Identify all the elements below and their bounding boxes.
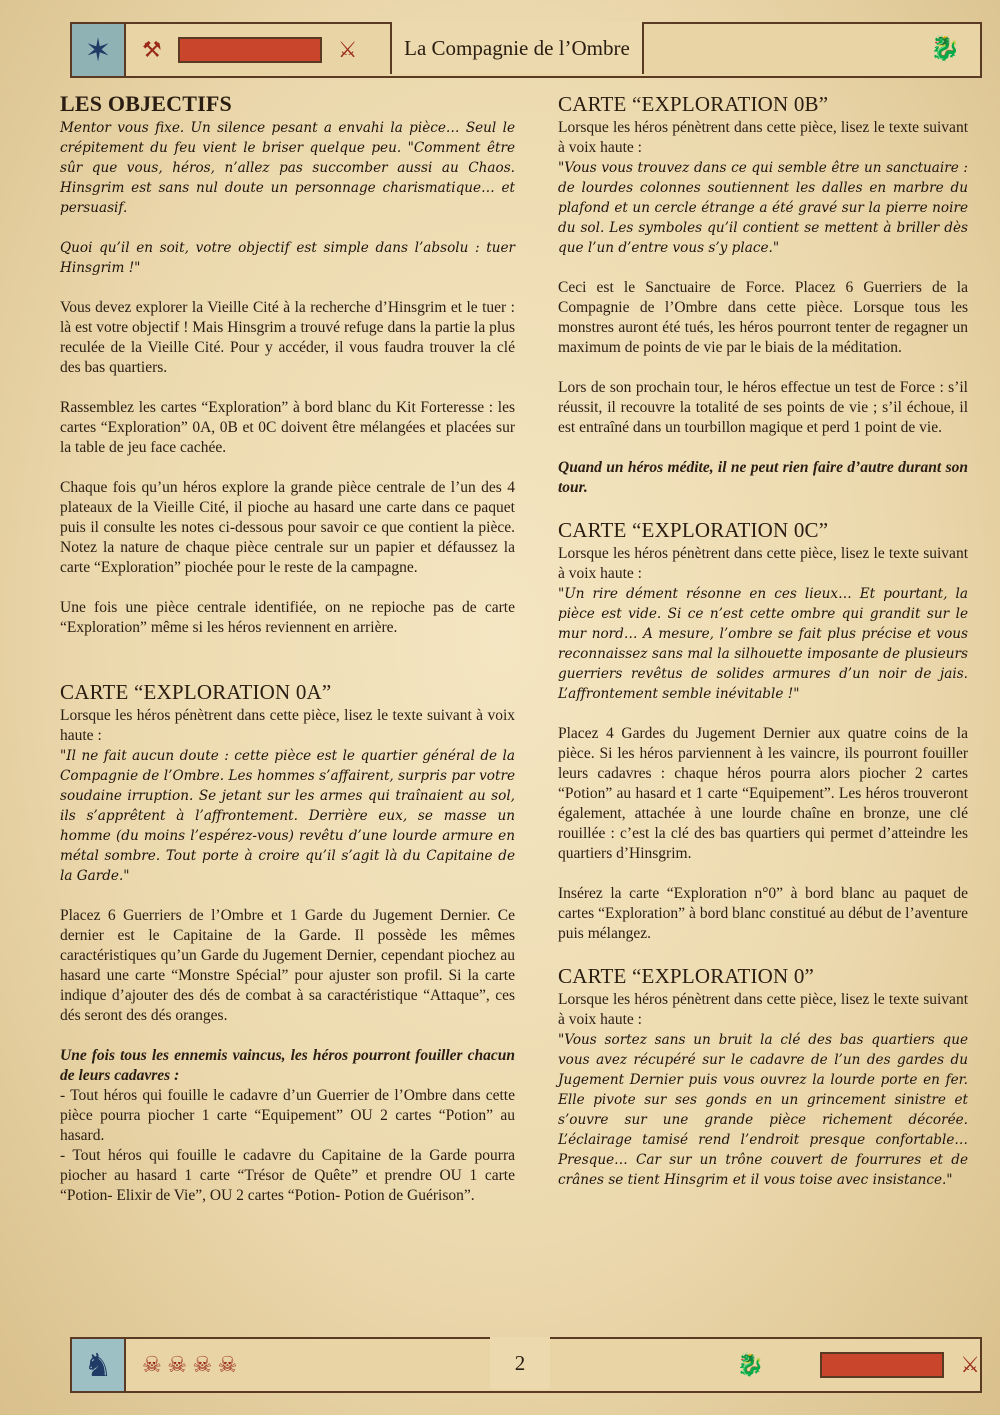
card-0a-warrior-loot: - Tout héros qui fouille le cadavre d’un Guerrier de l’Ombre dans cette pièce pourra piocher 1 carte “Equipement” OU 2 cartes “Potion” au hasard. [60,1087,515,1144]
card-0b-title: CARTE “EXPLORATION 0B” [558,92,829,116]
card-0c-title: CARTE “EXPLORATION 0C” [558,518,829,542]
card-0c-intro: Lorsque les héros pénètrent dans cette pièce, lisez le texte suivant à voix haute : [558,545,968,582]
card-0a-captain-loot: - Tout héros qui fouille le cadavre du Capitaine de la Garde pourra piocher au hasard 1 carte “Trésor de Quête” et prendre OU 1 carte “Potion- Elixir de Vie”, OU 2 cartes “Potion- Potion de Guérison”. [60,1147,515,1204]
red-strip [820,1352,944,1378]
skull-icon: ☠ ☠ ☠ ☠ [142,1352,238,1377]
card-0b-narration: "Vous vous trouvez dans ce qui semble être un sanctuaire : de lourdes colonnes soutiennent les dalles en marbre du plafond et un cercle étrange a été gravé sur la pierre noire du sol. Les symboles qu’il contient se mettent à briller dès que l’un d’entre vous s’y place." [558,160,968,256]
card-0b-intro: Lorsque les héros pénètrent dans cette pièce, lisez le texte suivant à voix haute : [558,119,968,156]
card-0-intro: Lorsque les héros pénètrent dans cette pièce, lisez le texte suivant à voix haute : [558,991,968,1028]
left-column [60,92,515,1226]
right-column [558,92,968,1210]
card-0a-intro: Lorsque les héros pénètrent dans cette pièce, lisez le texte suivant à voix haute : [60,707,515,744]
axe-icon: ⚒ [142,37,162,62]
card-0-title: CARTE “EXPLORATION 0” [558,964,815,988]
objectives-narration-1: Mentor vous fixe. Un silence pesant a envahi la pièce… Seul le crépitement du feu vient le briser quelque peu. "Comment être sûr que vous, héros, n’allez pas succomber aussi au Chaos. Hinsgrim est sans nul doute un personnage charismatique… et persuasif. [60,120,515,216]
compass-star-icon: ✶ [70,22,126,78]
card-0a-title: CARTE “EXPLORATION 0A” [60,680,332,704]
paragraph-explore: Vous devez explorer la Vieille Cité à la recherche d’Hinsgrim et le tuer : là est votre objectif ! Mais Hinsgrim a trouvé refuge dans la partie la plus reculée de la Vieille Cité. Pour y accéder, il vous faudra trouver la clé des bas quartiers. [60,299,515,376]
card-0a-search-rule: Une fois tous les ennemis vaincus, les héros pourront fouiller chacun de leurs cadavres : [60,1047,515,1084]
paragraph-identified-room: Une fois une pièce centrale identifiée, on ne repioche pas de carte “Exploration” même si les héros reviennent en arrière. [60,599,515,636]
bottom-border-decoration [132,1339,980,1391]
card-0c-setup: Placez 4 Gardes du Jugement Dernier aux quatre coins de la pièce. Si les héros parviennent à les vaincre, ils pourront fouiller leurs cadavres : chaque héros pourra alors piocher 2 cartes “Potion” au hasard et 1 carte “Equipement”. Les héros trouveront également, attachée à une lourde chaîne en bronze, une clé rouillée : c’est la clé des bas quartiers qui permet d’atteindre les quartiers d’Hinsgrim. [558,725,968,862]
objectives-title: LES OBJECTIFS [60,91,232,116]
dragon-icon: 🐉 [930,36,960,62]
card-0-narration: "Vous sortez sans un bruit la clé des bas quartiers que vous avez récupéré sur le cadavre de l’un des gardes du Jugement Dernier puis vous ouvrez la lourde porte en fer. Elle pivote sur ses gonds en un grincement sinistre et s’ouvre sur une grande pièce richement décorée. L’éclairage tamisé rend l’endroit presque confortable… Presque… Car sur un trône couvert de fourrures et de crânes se tient Hinsgrim et il vous toise avec insistance." [558,1032,968,1188]
card-0b-meditation-rule: Quand un héros médite, il ne peut rien faire d’autre durant son tour. [558,459,968,496]
paragraph-gather-cards: Rassemblez les cartes “Exploration” à bord blanc du Kit Forteresse : les cartes “Exploration” 0A, 0B et 0C doivent être mélangées et placées sur la table de jeu face cachée. [60,399,515,456]
page-header-title: La Compagnie de l’Ombre [390,22,644,74]
card-0b-sanctuary: Ceci est le Sanctuaire de Force. Placez 6 Guerriers de la Compagnie de l’Ombre dans cette pièce. Lorsque tous les monstres auront été tués, les héros pourront tenter de regagner un maximum de points de vie par le biais de la méditation. [558,279,968,356]
card-0c-insert-card: Insérez la carte “Exploration n°0” à bord blanc au paquet de cartes “Exploration” à bord blanc constitué au début de l’aventure puis mélangez. [558,885,968,942]
card-0a-narration: "Il ne fait aucun doute : cette pièce est le quartier général de la Compagnie de l’Ombre. Les hommes s’affairent, surpris par votre soudaine irruption. Se jetant sur les armes qui traînaient au sol, ils s’apprêtent à l’affrontement. Derrière eux, se masse un homme (du moins l’espérez-vous) revêtu d’une lourde armure en métal sombre. Tout porte à croire qu’il s’agit là du Capitaine de la Garde." [60,748,515,884]
figure-icon: ♞ [70,1337,126,1393]
objectives-narration-2: Quoi qu’il en soit, votre objectif est simple dans l’absolu : tuer Hinsgrim !" [60,240,515,276]
dragon-icon: 🐉 [736,1352,765,1377]
card-0c-narration: "Un rire dément résonne en ces lieux… Et pourtant, la pièce est vide. Si ce n’est cette ombre qui grandit sur le mur nord… A mesure, l’ombre se fait plus précise et vous reconnaissez sans mal la silhouette imposante de plusieurs guerriers revêtus de solides armures d’un noir de jais. L’affrontement semble inévitable !" [558,586,968,702]
red-strip [178,37,322,63]
paragraph-explore-rules: Chaque fois qu’un héros explore la grande pièce centrale de l’un des 4 plateaux de la Vieille Cité, il pioche au hasard une carte dans ce paquet puis il consulte les notes ci-dessous pour savoir ce que contient la pièce. Notez la nature de chaque pièce centrale sur un papier et défaussez la carte “Exploration” piochée pour le reste de la campagne. [60,479,515,576]
card-0a-setup: Placez 6 Guerriers de l’Ombre et 1 Garde du Jugement Dernier. Ce dernier est le Capitaine de la Garde. Il possède les mêmes caractéristiques qu’un Garde du Jugement Dernier, cependant piochez au hasard une carte “Monstre Spécial” pour ajuster son profil. Si la carte indique d’ajouter des dés de combat à sa caractéristique “Attaque”, ces dés seront des dés oranges. [60,907,515,1024]
sword-icon: ⚔ [960,1352,980,1377]
page-number: 2 [490,1337,550,1389]
sword-icon: ⚔ [337,37,358,62]
card-0b-force-test: Lors de son prochain tour, le héros effectue un test de Force : s’il réussit, il recouvre la totalité de ses points de vie ; s’il échoue, il est entraîné dans un tourbillon magique et perd 1 point de vie. [558,379,968,436]
